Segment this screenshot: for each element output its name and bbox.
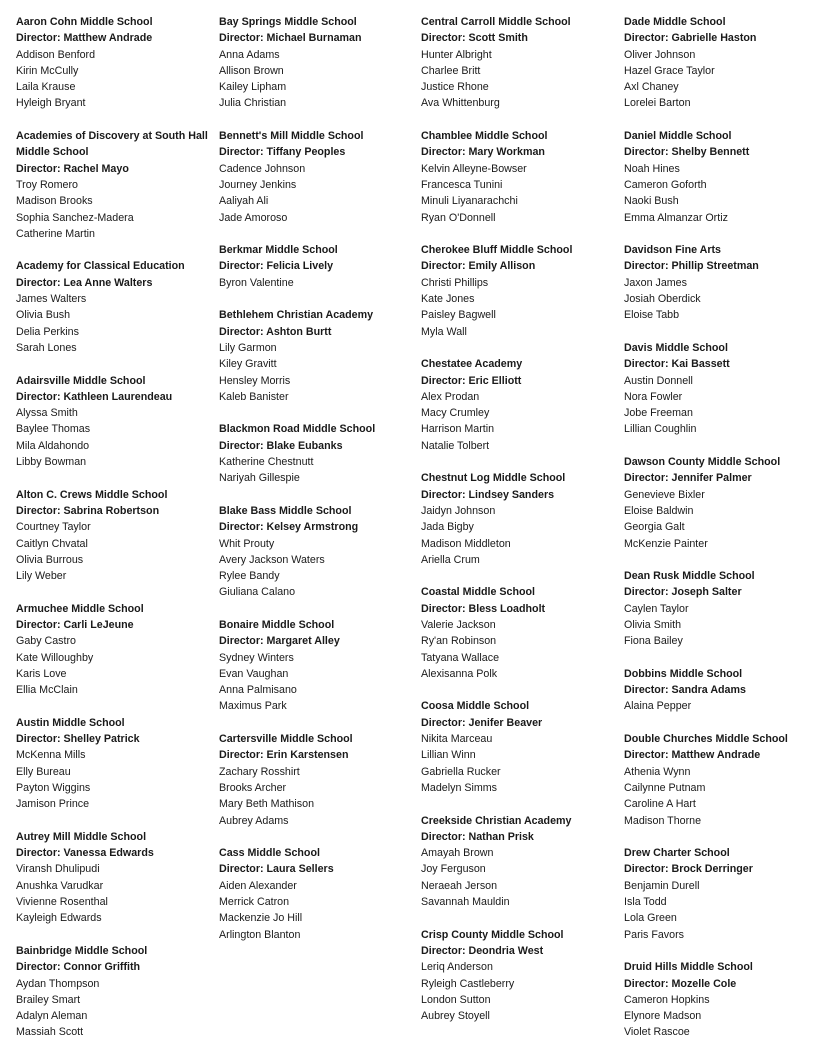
school-block bbox=[16, 601, 212, 699]
school-name: Dawson County Middle School bbox=[624, 456, 781, 469]
student-name: Anushka Varudkar bbox=[16, 879, 104, 892]
student-name: Sophia Sanchez-Madera bbox=[16, 211, 134, 224]
student-name: Elly Bureau bbox=[16, 765, 71, 778]
student-name: London Sutton bbox=[421, 993, 491, 1006]
student-name: Addison Benford bbox=[16, 48, 96, 61]
student-name: Lola Green bbox=[624, 912, 677, 925]
school-name: Bainbridge Middle School bbox=[16, 944, 148, 957]
school-block bbox=[16, 487, 212, 585]
school-name: Aaron Cohn Middle School bbox=[16, 16, 153, 28]
student-name: Madison Brooks bbox=[16, 195, 93, 208]
student-name: Giuliana Calano bbox=[219, 586, 296, 599]
director-name: Director: Mary Workman bbox=[421, 146, 545, 159]
school-block bbox=[16, 373, 212, 471]
school-block bbox=[16, 14, 212, 112]
school-name: Chestatee Academy bbox=[421, 358, 523, 371]
student-name: Kelvin Alleyne-Bowser bbox=[421, 162, 527, 175]
school-block bbox=[16, 128, 212, 242]
school-block bbox=[624, 731, 816, 829]
student-name: Josiah Oberdick bbox=[624, 293, 701, 306]
director-name: Director: Sandra Adams bbox=[624, 684, 746, 697]
school-block bbox=[624, 845, 816, 943]
student-name: Christi Phillips bbox=[421, 276, 489, 289]
student-name: Hyleigh Bryant bbox=[16, 97, 86, 110]
student-name: Evan Vaughan bbox=[219, 667, 289, 680]
director-name: Director: Bless Loadholt bbox=[421, 602, 546, 615]
student-name: Isla Todd bbox=[624, 896, 667, 909]
student-name: Kate Jones bbox=[421, 293, 475, 306]
student-name: Vivienne Rosenthal bbox=[16, 896, 108, 909]
student-name: Jaxon James bbox=[624, 276, 687, 289]
student-name: Axl Chaney bbox=[624, 81, 679, 94]
school-name: Cartersville Middle School bbox=[219, 733, 353, 746]
student-name: Benjamin Durell bbox=[624, 879, 700, 892]
student-name: Payton Wiggins bbox=[16, 781, 91, 794]
school-name: Autrey Mill Middle School bbox=[16, 830, 147, 843]
school-name: Cherokee Bluff Middle School bbox=[421, 244, 573, 257]
school-name: Armuchee Middle School bbox=[16, 602, 144, 615]
director-name: Director: Gabrielle Haston bbox=[624, 32, 757, 45]
student-name: Cameron Hopkins bbox=[624, 993, 710, 1006]
school-name: Double Churches Middle School bbox=[624, 733, 788, 746]
school-name: Academy for Classical Education bbox=[16, 260, 185, 273]
student-name: Nora Fowler bbox=[624, 390, 683, 403]
student-name: Jada Bigby bbox=[421, 521, 474, 534]
student-name: Anna Adams bbox=[219, 48, 280, 61]
student-name: Kaleb Banister bbox=[219, 390, 289, 403]
director-name: Director: Ashton Burtt bbox=[219, 325, 332, 338]
column-2 bbox=[219, 14, 415, 959]
director-name: Director: Felicia Lively bbox=[219, 260, 334, 273]
school-block bbox=[219, 617, 415, 715]
student-name: Natalie Tolbert bbox=[421, 439, 490, 452]
school-block bbox=[16, 943, 212, 1041]
school-name: Austin Middle School bbox=[16, 716, 125, 729]
student-name: Adalyn Aleman bbox=[16, 1010, 88, 1023]
student-name: Rylee Bandy bbox=[219, 570, 280, 583]
student-name: Noah Hines bbox=[624, 162, 680, 175]
school-name: Drew Charter School bbox=[624, 847, 730, 860]
school-block bbox=[624, 666, 816, 715]
school-block bbox=[624, 454, 816, 552]
student-name: Karis Love bbox=[16, 667, 67, 680]
director-name: Director: Vanessa Edwards bbox=[16, 847, 154, 860]
student-name: Whit Prouty bbox=[219, 537, 275, 550]
student-name: Arlington Blanton bbox=[219, 928, 301, 941]
student-name: Emma Almanzar Ortiz bbox=[624, 211, 728, 224]
student-name: Ryleigh Castleberry bbox=[421, 977, 515, 990]
student-name: Tatyana Wallace bbox=[421, 651, 500, 664]
student-name: Minuli Liyanarachchi bbox=[421, 195, 518, 208]
school-block bbox=[421, 813, 617, 911]
school-block bbox=[624, 128, 816, 226]
student-name: Libby Bowman bbox=[16, 456, 87, 469]
student-name: Lillian Winn bbox=[421, 749, 476, 762]
school-name: Academies of Discovery at South Hall Middle School bbox=[16, 130, 208, 159]
student-name: Neraeah Jerson bbox=[421, 879, 498, 892]
director-name: Director: Emily Allison bbox=[421, 260, 536, 273]
director-name: Director: Shelley Patrick bbox=[16, 733, 140, 746]
director-name: Director: Margaret Alley bbox=[219, 635, 340, 648]
student-name: Valerie Jackson bbox=[421, 618, 496, 631]
student-name: Kiley Gravitt bbox=[219, 358, 277, 371]
director-name: Director: Blake Eubanks bbox=[219, 439, 343, 452]
director-name: Director: Tiffany Peoples bbox=[219, 146, 346, 159]
school-block bbox=[421, 698, 617, 796]
director-name: Director: Connor Griffith bbox=[16, 961, 141, 974]
student-name: Macy Crumley bbox=[421, 407, 490, 420]
student-name: Lillian Coughlin bbox=[624, 423, 697, 436]
student-name: Hazel Grace Taylor bbox=[624, 64, 715, 77]
director-name: Director: Joseph Salter bbox=[624, 586, 742, 599]
student-name: Kailey Lipham bbox=[219, 81, 287, 94]
student-name: Kate Willoughby bbox=[16, 651, 94, 664]
school-block bbox=[421, 242, 617, 340]
student-name: Austin Donnell bbox=[624, 374, 693, 387]
student-name: Leriq Anderson bbox=[421, 961, 493, 974]
school-name: Coosa Middle School bbox=[421, 700, 530, 713]
school-block bbox=[16, 829, 212, 927]
student-name: Olivia Smith bbox=[624, 618, 682, 631]
director-name: Director: Lindsey Sanders bbox=[421, 488, 555, 501]
school-name: Creekside Christian Academy bbox=[421, 814, 572, 827]
director-name: Director: Scott Smith bbox=[421, 32, 528, 45]
school-block bbox=[624, 340, 816, 438]
student-name: Sydney Winters bbox=[219, 651, 294, 664]
school-block bbox=[421, 128, 617, 226]
school-block bbox=[421, 470, 617, 568]
student-name: Paris Favors bbox=[624, 928, 684, 941]
student-name: Justice Rhone bbox=[421, 81, 489, 94]
student-name: Mila Aldahondo bbox=[16, 439, 90, 452]
student-name: Eloise Baldwin bbox=[624, 504, 694, 517]
school-name: Central Carroll Middle School bbox=[421, 16, 571, 28]
student-name: Eloise Tabb bbox=[624, 309, 680, 322]
student-name: Francesca Tunini bbox=[421, 178, 503, 191]
school-name: Adairsville Middle School bbox=[16, 374, 146, 387]
student-name: Madelyn Simms bbox=[421, 781, 498, 794]
school-name: Dean Rusk Middle School bbox=[624, 570, 755, 583]
student-name: Jamison Prince bbox=[16, 798, 90, 811]
director-name: Director: Kai Bassett bbox=[624, 358, 730, 371]
director-name: Director: Nathan Prisk bbox=[421, 830, 534, 843]
student-name: Ava Whittenburg bbox=[421, 97, 500, 110]
school-block bbox=[219, 128, 415, 226]
director-name: Director: Matthew Andrade bbox=[16, 32, 153, 45]
school-block bbox=[219, 845, 415, 943]
student-name: Merrick Catron bbox=[219, 896, 290, 909]
student-name: Hensley Morris bbox=[219, 374, 291, 387]
student-name: Violet Rascoe bbox=[624, 1026, 690, 1039]
student-name: Brooks Archer bbox=[219, 781, 287, 794]
student-name: Byron Valentine bbox=[219, 276, 294, 289]
student-name: Savannah Mauldin bbox=[421, 896, 510, 909]
student-name: Amayah Brown bbox=[421, 847, 494, 860]
student-name: Ry'an Robinson bbox=[421, 635, 497, 648]
student-name: Alyssa Smith bbox=[16, 407, 78, 420]
school-block bbox=[219, 731, 415, 829]
student-name: Elynore Madson bbox=[624, 1010, 702, 1023]
student-name: Massiah Scott bbox=[16, 1026, 84, 1039]
student-name: Brailey Smart bbox=[16, 993, 81, 1006]
student-name: Journey Jenkins bbox=[219, 178, 297, 191]
school-name: Davidson Fine Arts bbox=[624, 244, 721, 257]
student-name: Zachary Rosshirt bbox=[219, 765, 300, 778]
director-name: Director: Laura Sellers bbox=[219, 863, 334, 876]
school-block bbox=[421, 14, 617, 112]
director-name: Director: Carli LeJeune bbox=[16, 618, 134, 631]
director-name: Director: Jenifer Beaver bbox=[421, 716, 543, 729]
student-name: Nikita Marceau bbox=[421, 733, 493, 746]
student-name: Ryan O'Donnell bbox=[421, 211, 496, 224]
director-name: Director: Lea Anne Walters bbox=[16, 276, 153, 289]
student-name: Madison Middleton bbox=[421, 537, 511, 550]
school-block bbox=[16, 258, 212, 356]
school-name: Daniel Middle School bbox=[624, 130, 732, 143]
student-name: Gabriella Rucker bbox=[421, 765, 501, 778]
student-name: Joy Ferguson bbox=[421, 863, 486, 876]
student-name: Hunter Albright bbox=[421, 48, 492, 61]
student-name: Jobe Freeman bbox=[624, 407, 693, 420]
director-name: Director: Phillip Streetman bbox=[624, 260, 759, 273]
student-name: Aaliyah Ali bbox=[219, 195, 269, 208]
student-name: Kirin McCully bbox=[16, 64, 79, 77]
student-name: Naoki Bush bbox=[624, 195, 679, 208]
student-name: Jade Amoroso bbox=[219, 211, 288, 224]
student-name: Catherine Martin bbox=[16, 227, 96, 240]
school-name: Dade Middle School bbox=[624, 16, 726, 28]
school-name: Bennett's Mill Middle School bbox=[219, 130, 364, 143]
student-name: Mackenzie Jo Hill bbox=[219, 912, 303, 925]
director-name: Director: Sabrina Robertson bbox=[16, 504, 160, 517]
director-name: Director: Jennifer Palmer bbox=[624, 472, 752, 485]
student-name: Lorelei Barton bbox=[624, 97, 691, 110]
student-name: Oliver Johnson bbox=[624, 48, 696, 61]
director-name: Director: Michael Burnaman bbox=[219, 32, 362, 45]
student-name: Alex Prodan bbox=[421, 390, 480, 403]
student-name: Olivia Burrous bbox=[16, 553, 84, 566]
school-name: Dobbins Middle School bbox=[624, 667, 743, 680]
student-name: Kayleigh Edwards bbox=[16, 912, 102, 925]
student-name: Harrison Martin bbox=[421, 423, 495, 436]
student-name: Aiden Alexander bbox=[219, 879, 297, 892]
director-name: Director: Kelsey Armstrong bbox=[219, 521, 359, 534]
director-name: Director: Mozelle Cole bbox=[624, 977, 737, 990]
student-name: Anna Palmisano bbox=[219, 684, 297, 697]
school-block bbox=[624, 14, 816, 112]
student-name: Viransh Dhulipudi bbox=[16, 863, 100, 876]
director-name: Director: Shelby Bennett bbox=[624, 146, 750, 159]
student-name: Aydan Thompson bbox=[16, 977, 100, 990]
student-name: Genevieve Bixler bbox=[624, 488, 705, 501]
school-name: Cass Middle School bbox=[219, 847, 320, 860]
student-name: Athenia Wynn bbox=[624, 765, 691, 778]
school-block bbox=[219, 14, 415, 112]
student-name: Julia Christian bbox=[219, 97, 287, 110]
school-name: Blake Bass Middle School bbox=[219, 504, 352, 517]
director-name: Director: Rachel Mayo bbox=[16, 162, 129, 175]
director-name: Director: Eric Elliott bbox=[421, 374, 522, 387]
student-name: Laila Krause bbox=[16, 81, 76, 94]
student-name: Caitlyn Chvatal bbox=[16, 537, 88, 550]
student-name: Ariella Crum bbox=[421, 553, 480, 566]
student-name: Maximus Park bbox=[219, 700, 287, 713]
student-name: Alexisanna Polk bbox=[421, 667, 498, 680]
student-name: James Walters bbox=[16, 293, 87, 306]
student-name: Caylen Taylor bbox=[624, 602, 689, 615]
school-name: Chamblee Middle School bbox=[421, 130, 548, 143]
student-name: Myla Wall bbox=[421, 325, 467, 338]
school-name: Alton C. Crews Middle School bbox=[16, 488, 168, 501]
student-name: McKenna Mills bbox=[16, 749, 86, 762]
column-4 bbox=[624, 14, 816, 1057]
student-name: Alaina Pepper bbox=[624, 700, 692, 713]
column-3 bbox=[421, 14, 617, 1041]
student-name: Katherine Chestnutt bbox=[219, 456, 314, 469]
student-name: Aubrey Adams bbox=[219, 814, 289, 827]
school-name: Bay Springs Middle School bbox=[219, 16, 357, 28]
school-name: Chestnut Log Middle School bbox=[421, 472, 566, 485]
school-block bbox=[624, 959, 816, 1040]
school-block bbox=[219, 421, 415, 486]
student-name: Fiona Bailey bbox=[624, 635, 683, 648]
school-name: Bonaire Middle School bbox=[219, 618, 335, 631]
student-name: Jaidyn Johnson bbox=[421, 504, 496, 517]
student-name: Georgia Galt bbox=[624, 521, 685, 534]
student-name: McKenzie Painter bbox=[624, 537, 708, 550]
school-block bbox=[421, 584, 617, 682]
director-name: Director: Matthew Andrade bbox=[624, 749, 761, 762]
student-name: Caroline A Hart bbox=[624, 798, 696, 811]
school-name: Berkmar Middle School bbox=[219, 244, 338, 257]
school-block bbox=[219, 242, 415, 291]
student-name: Baylee Thomas bbox=[16, 423, 91, 436]
school-block bbox=[624, 568, 816, 649]
student-name: Ellia McClain bbox=[16, 684, 78, 697]
school-block bbox=[219, 503, 415, 601]
school-block bbox=[421, 927, 617, 1025]
student-name: Charlee Britt bbox=[421, 64, 481, 77]
student-name: Cameron Goforth bbox=[624, 178, 707, 191]
student-name: Troy Romero bbox=[16, 178, 78, 191]
student-name: Paisley Bagwell bbox=[421, 309, 496, 322]
student-name: Madison Thorne bbox=[624, 814, 702, 827]
student-name: Avery Jackson Waters bbox=[219, 553, 325, 566]
school-block bbox=[219, 307, 415, 405]
school-block bbox=[16, 715, 212, 813]
column-1 bbox=[16, 14, 212, 1057]
school-name: Coastal Middle School bbox=[421, 586, 536, 599]
student-name: Aubrey Stoyell bbox=[421, 1010, 490, 1023]
student-name: Courtney Taylor bbox=[16, 521, 91, 534]
director-name: Director: Kathleen Laurendeau bbox=[16, 390, 173, 403]
student-name: Lily Garmon bbox=[219, 341, 277, 354]
school-block bbox=[624, 242, 816, 323]
school-name: Davis Middle School bbox=[624, 341, 728, 354]
school-name: Druid Hills Middle School bbox=[624, 961, 753, 974]
student-name: Allison Brown bbox=[219, 64, 284, 77]
student-name: Sarah Lones bbox=[16, 341, 77, 354]
student-name: Delia Perkins bbox=[16, 325, 79, 338]
student-name: Mary Beth Mathison bbox=[219, 798, 315, 811]
student-name: Olivia Bush bbox=[16, 309, 71, 322]
school-block bbox=[421, 356, 617, 454]
school-name: Blackmon Road Middle School bbox=[219, 423, 376, 436]
director-name: Director: Erin Karstensen bbox=[219, 749, 349, 762]
student-name: Gaby Castro bbox=[16, 635, 76, 648]
director-name: Director: Brock Derringer bbox=[624, 863, 753, 876]
school-name: Crisp County Middle School bbox=[421, 928, 564, 941]
school-name: Bethlehem Christian Academy bbox=[219, 309, 374, 322]
student-name: Cailynne Putnam bbox=[624, 781, 706, 794]
student-name: Lily Weber bbox=[16, 570, 67, 583]
director-name: Director: Deondria West bbox=[421, 944, 544, 957]
student-name: Nariyah Gillespie bbox=[219, 472, 300, 485]
student-name: Cadence Johnson bbox=[219, 162, 306, 175]
